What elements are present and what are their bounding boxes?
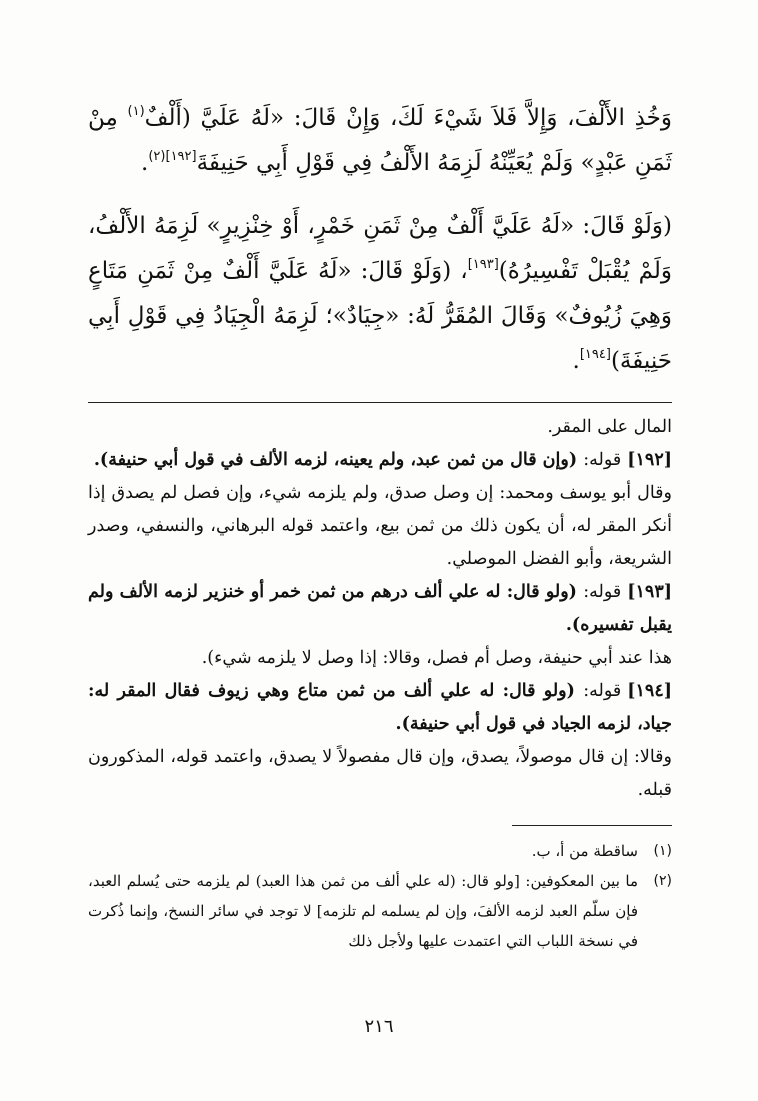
entry-number: [١٩٢] xyxy=(627,450,672,470)
matn-paragraph-1: وَخُذِ الأَلْفَ، وَإِلاَّ فَلاَ شَيْءَ لَكَ، وَإِنْ قَالَ: «لَهُ عَلَيَّ (أَلْفٌ$^{(١)}$ مِنْ ثَمَنِ عَبْدٍ» وَلَمْ يُعَيِّنْهُ لَزِمَهُ الأَلْفُ فِي قَوْلِ أَبِي حَنِيفَةَ$^{[١٩٢](٢)}$. xyxy=(88,104,672,176)
matn-text: مِنْ ثَمَنِ عَبْدٍ» وَلَمْ يُعَيِّنْهُ لَزِمَهُ الأَلْفُ فِي قَوْلِ أَبِي حَنِيفَةَ xyxy=(88,105,672,176)
entry-quote: (وإن قال من ثمن عبد، ولم يعينه، لزمه الألف في قول أبي حنيفة). xyxy=(93,450,578,470)
footnotes xyxy=(88,836,672,956)
matn-text: (وَلَوْ قَالَ: «لَهُ عَلَيَّ أَلْفٌ مِنْ ثَمَنِ خَمْرٍ، أَوْ خِنْزِيرٍ» لَزِمَهُ الأَلْفُ، وَلَمْ يُقْبَلْ تَفْسِيرُهُ) xyxy=(88,213,672,284)
footnote-1 xyxy=(88,836,672,866)
commentary xyxy=(88,411,672,807)
footnote-text: ما بين المعكوفين: [ولو قال: (له علي ألف من ثمن هذا العبد) لم يلزمه حتى يُسلم العبد، فإن سلّم العبد لزمه الألفَ، وإن لم يسلمه لم تلزمه] لا توجد في سائر النسخ، وإنما ذُكرت في نسخة اللباب التي اعتمدت عليها ولأجل ذلك xyxy=(88,872,638,950)
footnote-number: (٢) xyxy=(653,873,672,889)
footnote-2 xyxy=(88,866,672,956)
entry-body: هذا عند أبي حنيفة، وصل أم فصل، وقالا: إذا وصل لا يلزمه شيء). xyxy=(201,648,672,668)
footnote-divider xyxy=(512,825,672,826)
matn-text: وَخُذِ الأَلْفَ، وَإِلاَّ فَلاَ شَيْءَ لَكَ، وَإِنْ قَالَ: «لَهُ عَلَيَّ (أَلْفٌ xyxy=(144,105,672,131)
page-number: ٢١٦ xyxy=(364,1016,394,1037)
main-divider xyxy=(88,402,672,403)
commentary-ref-194[interactable]: [١٩٤] xyxy=(579,347,611,362)
commentary-ref-192[interactable]: [١٩٢] xyxy=(165,149,197,164)
entry-quote: (ولو قال: له علي ألف درهم من ثمن خمر أو خنزير لزمه الألف ولم يقبل تفسيره). xyxy=(88,582,672,635)
main-text xyxy=(88,0,672,384)
entry-label: قوله: xyxy=(583,450,622,470)
commentary-ref-193[interactable]: [١٩٣] xyxy=(467,257,499,272)
commentary-carryover: المال على المقر. xyxy=(547,417,672,437)
entry-quote: (ولو قال: له علي ألف من ثمن متاع وهي زيوف فقال المقر له: جياد، لزمه الجياد في قول أبي حنيفة). xyxy=(88,681,672,734)
footnote-ref-1[interactable]: (١) xyxy=(127,104,145,119)
entry-number: [١٩٤] xyxy=(627,681,672,701)
footnote-ref-2[interactable]: (٢) xyxy=(148,149,166,164)
entry-label: قوله: xyxy=(583,681,622,701)
commentary-entry-192 xyxy=(88,444,672,576)
entry-body: وقال أبو يوسف ومحمد: إن وصل صدق، ولم يلزمه شيء، وإن فصل لم يصدق إذا أنكر المقر له، أن يكون ذلك من ثمن بيع، واعتمد قوله البرهاني، والنسفي، وصدر الشريعة، وأبو الفضل الموصلي. xyxy=(88,483,672,569)
commentary-entry-193 xyxy=(88,576,672,675)
footnote-number: (١) xyxy=(653,843,672,859)
matn-text: ، (وَلَوْ قَالَ: «لَهُ عَلَيَّ أَلْفٌ مِنْ ثَمَنِ مَتَاعٍ وَهِيَ زُيُوفٌ» وَقَالَ المُقَرُّ لَهُ: «جِيَادٌ»؛ لَزِمَهُ الْجِيَادُ فِي قَوْلِ أَبِي حَنِيفَةَ) xyxy=(88,258,672,374)
entry-label: قوله: xyxy=(583,582,622,602)
matn-paragraph-2: (وَلَوْ قَالَ: «لَهُ عَلَيَّ أَلْفٌ مِنْ ثَمَنِ خَمْرٍ، أَوْ خِنْزِيرٍ» لَزِمَهُ الأَلْفُ، وَلَمْ يُقْبَلْ تَفْسِيرُهُ)[١٩٣]، (وَلَوْ قَالَ: «لَهُ عَلَيَّ أَلْفٌ مِنْ ثَمَنِ مَتَاعٍ وَهِيَ زُيُوفٌ» وَقَالَ المُقَرُّ لَهُ: «جِيَادٌ»؛ لَزِمَهُ الْجِيَادُ فِي قَوْلِ أَبِي حَنِيفَةَ)[١٩٤]. xyxy=(88,213,672,374)
footnote-text: ساقطة من أ، ب. xyxy=(531,842,638,860)
entry-body: وقالا: إن قال موصولاً، يصدق، وإن قال مفصولاً لا يصدق، واعتمد قوله، المذكورون قبله. xyxy=(88,747,672,800)
commentary-entry-194 xyxy=(88,675,672,807)
entry-number: [١٩٣] xyxy=(627,582,673,602)
